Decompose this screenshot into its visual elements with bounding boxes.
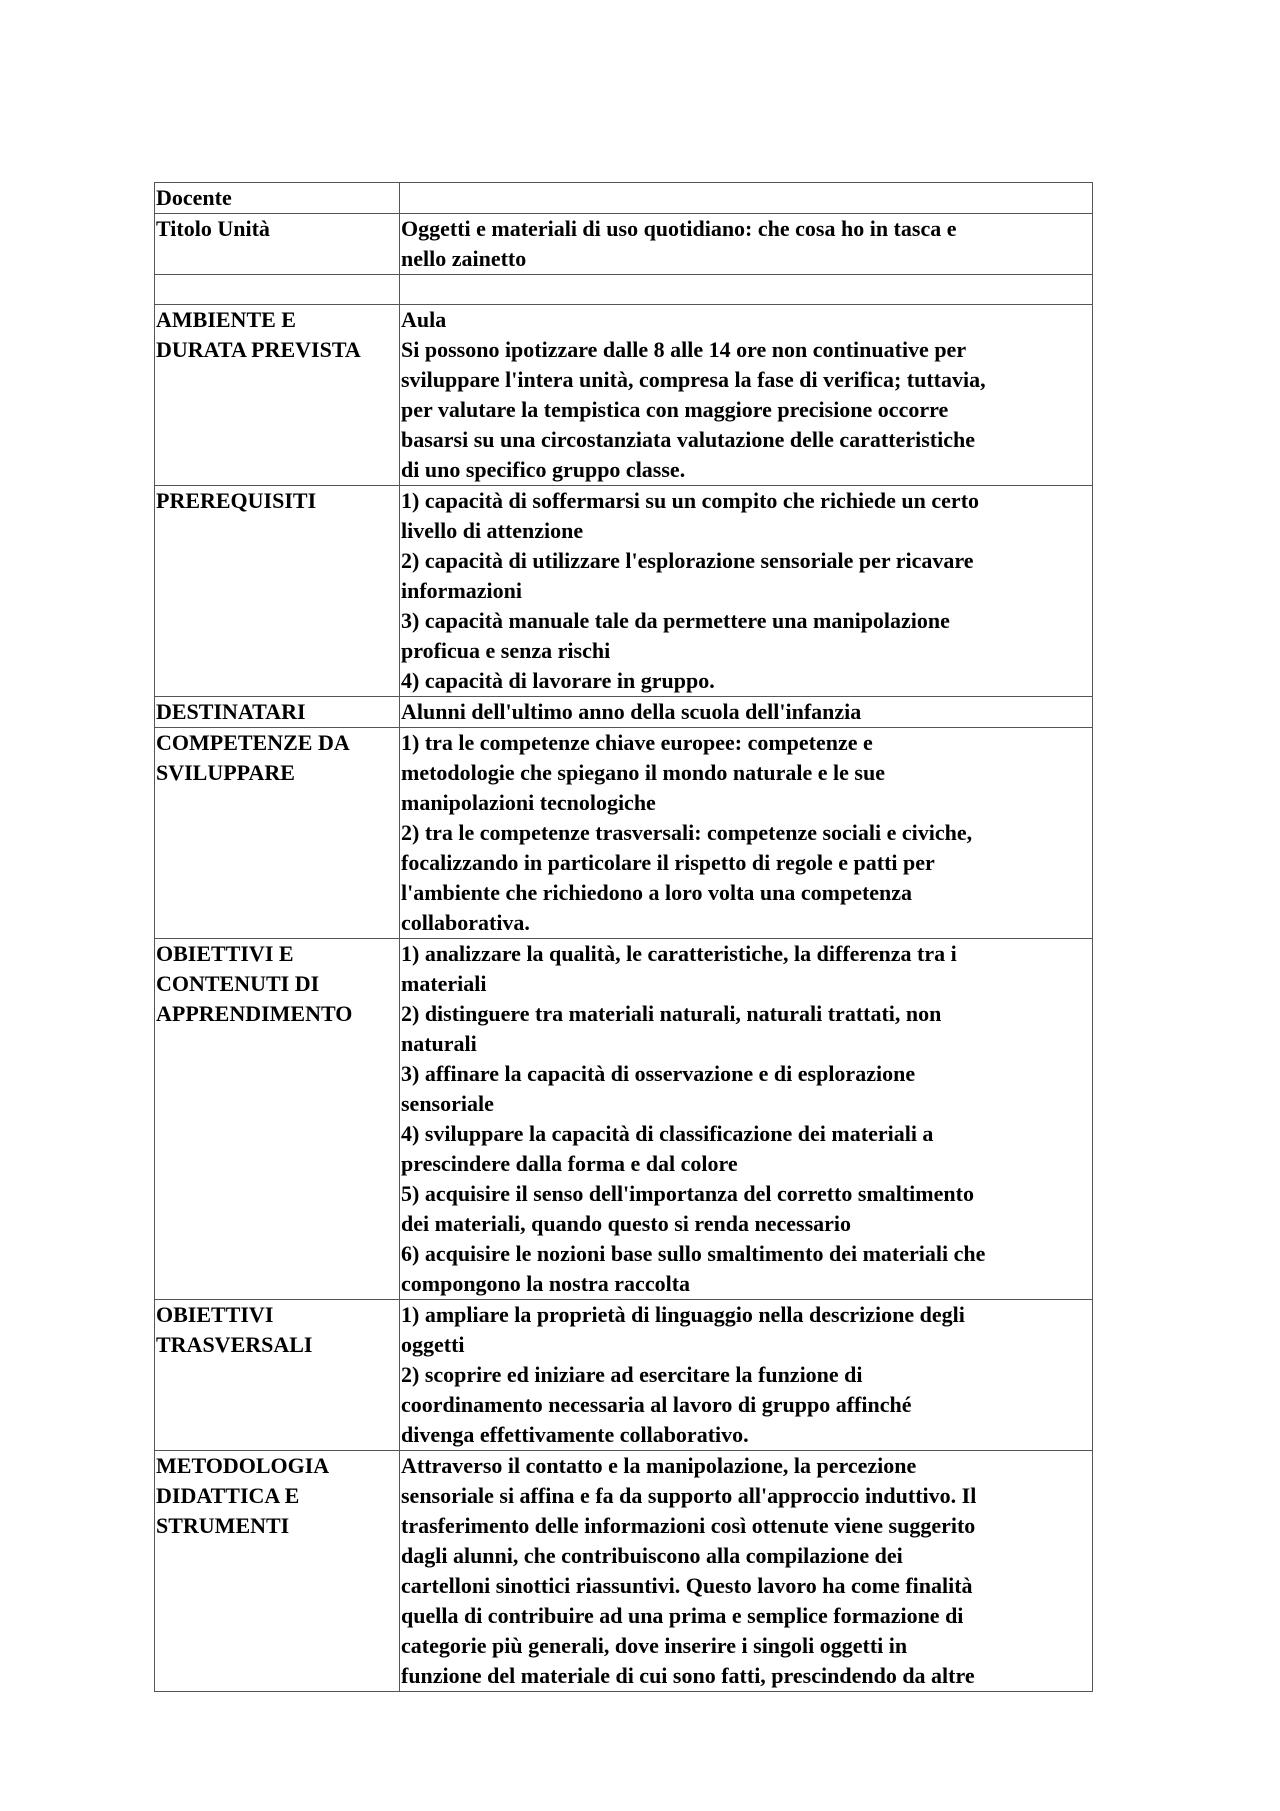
row-value-competenze: 1) tra le competenze chiave europee: competenze e metodologie che spiegano il mondo naturale e le sue manipolazioni tecnologiche 2) tra le competenze trasversali: competenze sociali e civiche, focalizzando in particolare il rispetto di regole e patti per l'ambiente che richiedono a loro volta una competenza collaborativa. (400, 728, 1093, 939)
row-label-destinatari: DESTINATARI (155, 697, 400, 728)
unit-plan-table (154, 182, 1093, 1692)
row-label-metodologia: METODOLOGIA DIDATTICA E STRUMENTI (155, 1451, 400, 1692)
row-label-obiettivi: OBIETTIVI E CONTENUTI DI APPRENDIMENTO (155, 939, 400, 1300)
table-row (155, 305, 1093, 486)
row-label-obiettivi-trasversali: OBIETTIVI TRASVERSALI (155, 1300, 400, 1451)
row-label-docente: Docente (155, 183, 400, 214)
row-value-destinatari: Alunni dell'ultimo anno della scuola dell'infanzia (400, 697, 1093, 728)
table-row (155, 697, 1093, 728)
table-row (155, 1300, 1093, 1451)
row-label-ambiente: AMBIENTE E DURATA PREVISTA (155, 305, 400, 486)
row-label-titolo: Titolo Unità (155, 214, 400, 275)
table-row (155, 275, 1093, 305)
row-value-metodologia: Attraverso il contatto e la manipolazione, la percezione sensoriale si affina e fa da supporto all'approccio induttivo. Il trasferimento delle informazioni così ottenute viene suggerito dagli alunni, che contribuiscono alla compilazione dei cartelloni sinottici riassuntivi. Questo lavoro ha come finalità quella di contribuire ad una prima e semplice formazione di categorie più generali, dove inserire i singoli oggetti in funzione del materiale di cui sono fatti, prescindendo da altre (400, 1451, 1093, 1692)
table-row (155, 1451, 1093, 1692)
row-label-competenze: COMPETENZE DA SVILUPPARE (155, 728, 400, 939)
table-row (155, 214, 1093, 275)
table-row (155, 486, 1093, 697)
row-value-obiettivi-trasversali: 1) ampliare la proprietà di linguaggio nella descrizione degli oggetti 2) scoprire ed iniziare ad esercitare la funzione di coordinamento necessaria al lavoro di gruppo affinché divenga effettivamente collaborativo. (400, 1300, 1093, 1451)
row-value-docente (400, 183, 1093, 214)
table-row (155, 728, 1093, 939)
row-label-empty (155, 275, 400, 305)
row-value-empty (400, 275, 1093, 305)
row-value-ambiente: Aula Si possono ipotizzare dalle 8 alle 14 ore non continuative per sviluppare l'intera unità, compresa la fase di verifica; tuttavia, per valutare la tempistica con maggiore precisione occorre basarsi su una circostanziata valutazione delle caratteristiche di uno specifico gruppo classe. (400, 305, 1093, 486)
table-row (155, 939, 1093, 1300)
row-label-prerequisiti: PREREQUISITI (155, 486, 400, 697)
row-value-titolo: Oggetti e materiali di uso quotidiano: che cosa ho in tasca e nello zainetto (400, 214, 1093, 275)
table-row (155, 183, 1093, 214)
row-value-prerequisiti: 1) capacità di soffermarsi su un compito che richiede un certo livello di attenzione 2) capacità di utilizzare l'esplorazione sensoriale per ricavare informazioni 3) capacità manuale tale da permettere una manipolazione proficua e senza rischi 4) capacità di lavorare in gruppo. (400, 486, 1093, 697)
row-value-obiettivi: 1) analizzare la qualità, le caratteristiche, la differenza tra i materiali 2) distinguere tra materiali naturali, naturali trattati, non naturali 3) affinare la capacità di osservazione e di esplorazione sensoriale 4) sviluppare la capacità di classificazione dei materiali a prescindere dalla forma e dal colore 5) acquisire il senso dell'importanza del corretto smaltimento dei materiali, quando questo si renda necessario 6) acquisire le nozioni base sullo smaltimento dei materiali che compongono la nostra raccolta (400, 939, 1093, 1300)
